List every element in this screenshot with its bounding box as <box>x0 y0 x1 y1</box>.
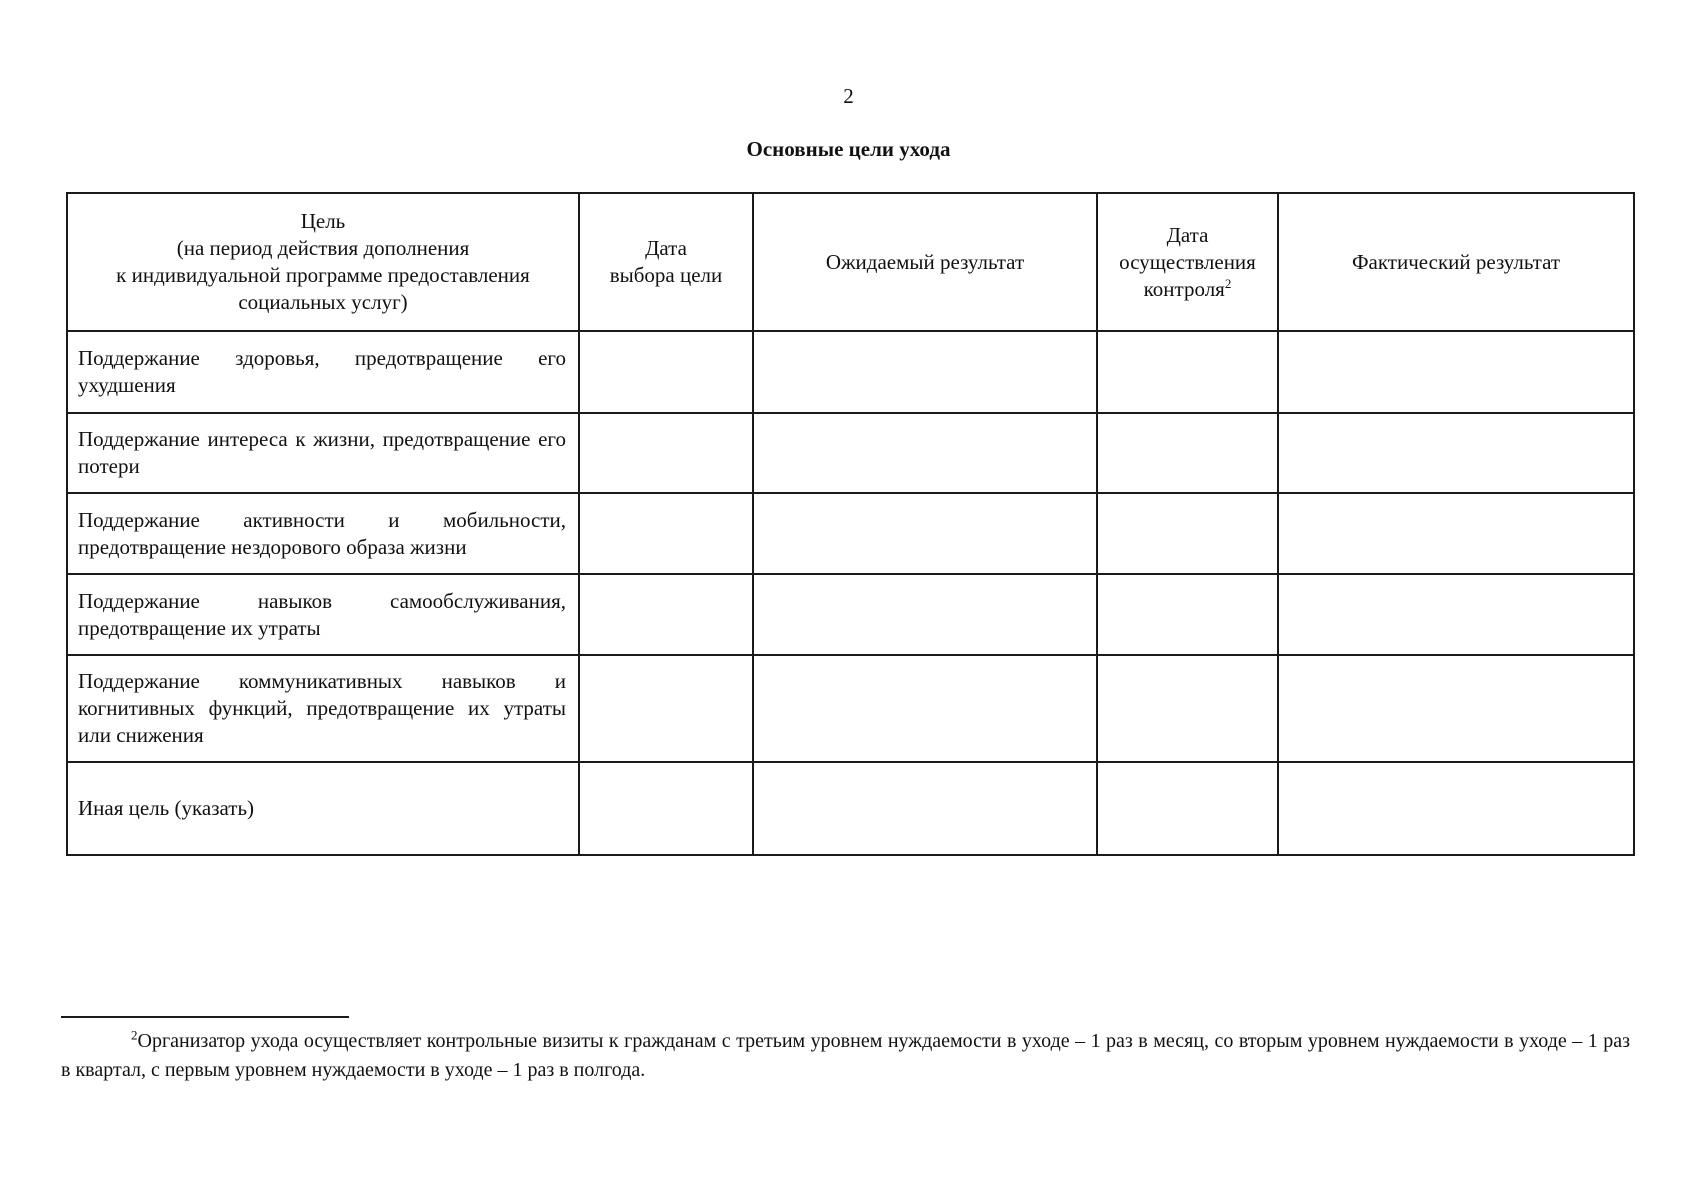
header-control-date-text: контроля <box>1143 276 1225 301</box>
selection-date-cell[interactable] <box>579 413 753 493</box>
selection-date-cell[interactable] <box>579 574 753 655</box>
control-date-cell[interactable] <box>1097 413 1278 493</box>
goal-cell: Поддержание интереса к жизни, предотвращение его потери <box>67 413 579 493</box>
goal-cell: Поддержание здоровья, предотвращение его ухудшения <box>67 331 579 413</box>
header-actual-result <box>1278 193 1634 331</box>
footnote-reference: 2 <box>1224 275 1232 291</box>
header-expected-result-label: Ожидаемый результат <box>825 249 1025 274</box>
goal-cell: Поддержание активности и мобильности, предотвращение нездорового образа жизни <box>67 493 579 574</box>
table-row <box>67 762 1634 855</box>
header-control-date-line <box>1106 276 1269 303</box>
selection-date-cell[interactable] <box>579 655 753 762</box>
control-date-cell[interactable] <box>1097 574 1278 655</box>
expected-result-cell[interactable] <box>753 574 1097 655</box>
header-expected-result <box>753 193 1097 331</box>
selection-date-cell[interactable] <box>579 762 753 855</box>
table-row <box>67 331 1634 413</box>
goal-cell: Поддержание коммуникативных навыков и когнитивных функций, предотвращение их утраты или снижения <box>67 655 579 762</box>
page-title: Основные цели ухода <box>746 137 951 161</box>
footnote-marker: 2 <box>131 1027 138 1043</box>
expected-result-cell[interactable] <box>753 762 1097 855</box>
header-actual-result-label: Фактический результат <box>1351 249 1561 274</box>
goal-cell: Поддержание навыков самообслуживания, предотвращение их утраты <box>67 574 579 655</box>
control-date-cell[interactable] <box>1097 655 1278 762</box>
header-selection-date-line: выбора цели <box>609 263 723 287</box>
header-selection-date <box>579 193 753 331</box>
selection-date-cell[interactable] <box>579 493 753 574</box>
table-row <box>67 574 1634 655</box>
control-date-cell[interactable] <box>1097 331 1278 413</box>
actual-result-cell[interactable] <box>1278 493 1634 574</box>
expected-result-cell[interactable] <box>753 331 1097 413</box>
header-goal-line: (на период действия дополнения <box>176 236 470 260</box>
footnote-text: Организатор ухода осуществляет контрольные визиты к гражданам с третьим уровнем нуждаемости в уходе – 1 раз в месяц, со вторым уровнем нуждаемости в уходе – 1 раз в квартал, с первым уровнем нуждаемости в уходе – 1 раз в полгода. <box>61 1030 1630 1081</box>
header-goal-line: социальных услуг) <box>238 290 408 314</box>
table-row <box>67 655 1634 762</box>
header-control-date <box>1097 193 1278 331</box>
header-control-date-line: осуществления <box>1119 249 1256 274</box>
actual-result-cell[interactable] <box>1278 413 1634 493</box>
control-date-cell[interactable] <box>1097 762 1278 855</box>
header-goal <box>67 193 579 331</box>
header-goal-line: к индивидуальной программе предоставления <box>116 263 530 287</box>
actual-result-cell[interactable] <box>1278 574 1634 655</box>
expected-result-cell[interactable] <box>753 493 1097 574</box>
selection-date-cell[interactable] <box>579 331 753 413</box>
footnote <box>61 1027 1630 1085</box>
actual-result-cell[interactable] <box>1278 331 1634 413</box>
page-number: 2 <box>843 84 854 108</box>
actual-result-cell[interactable] <box>1278 655 1634 762</box>
goals-table <box>66 192 1635 856</box>
header-selection-date-line: Дата <box>645 236 687 260</box>
expected-result-cell[interactable] <box>753 655 1097 762</box>
expected-result-cell[interactable] <box>753 413 1097 493</box>
goal-cell: Иная цель (указать) <box>67 762 579 855</box>
control-date-cell[interactable] <box>1097 493 1278 574</box>
table-row <box>67 493 1634 574</box>
actual-result-cell[interactable] <box>1278 762 1634 855</box>
header-control-date-line: Дата <box>1166 222 1209 247</box>
footnote-divider <box>61 1016 349 1018</box>
table-row <box>67 413 1634 493</box>
table-header-row <box>67 193 1634 331</box>
header-goal-line: Цель <box>300 209 346 233</box>
